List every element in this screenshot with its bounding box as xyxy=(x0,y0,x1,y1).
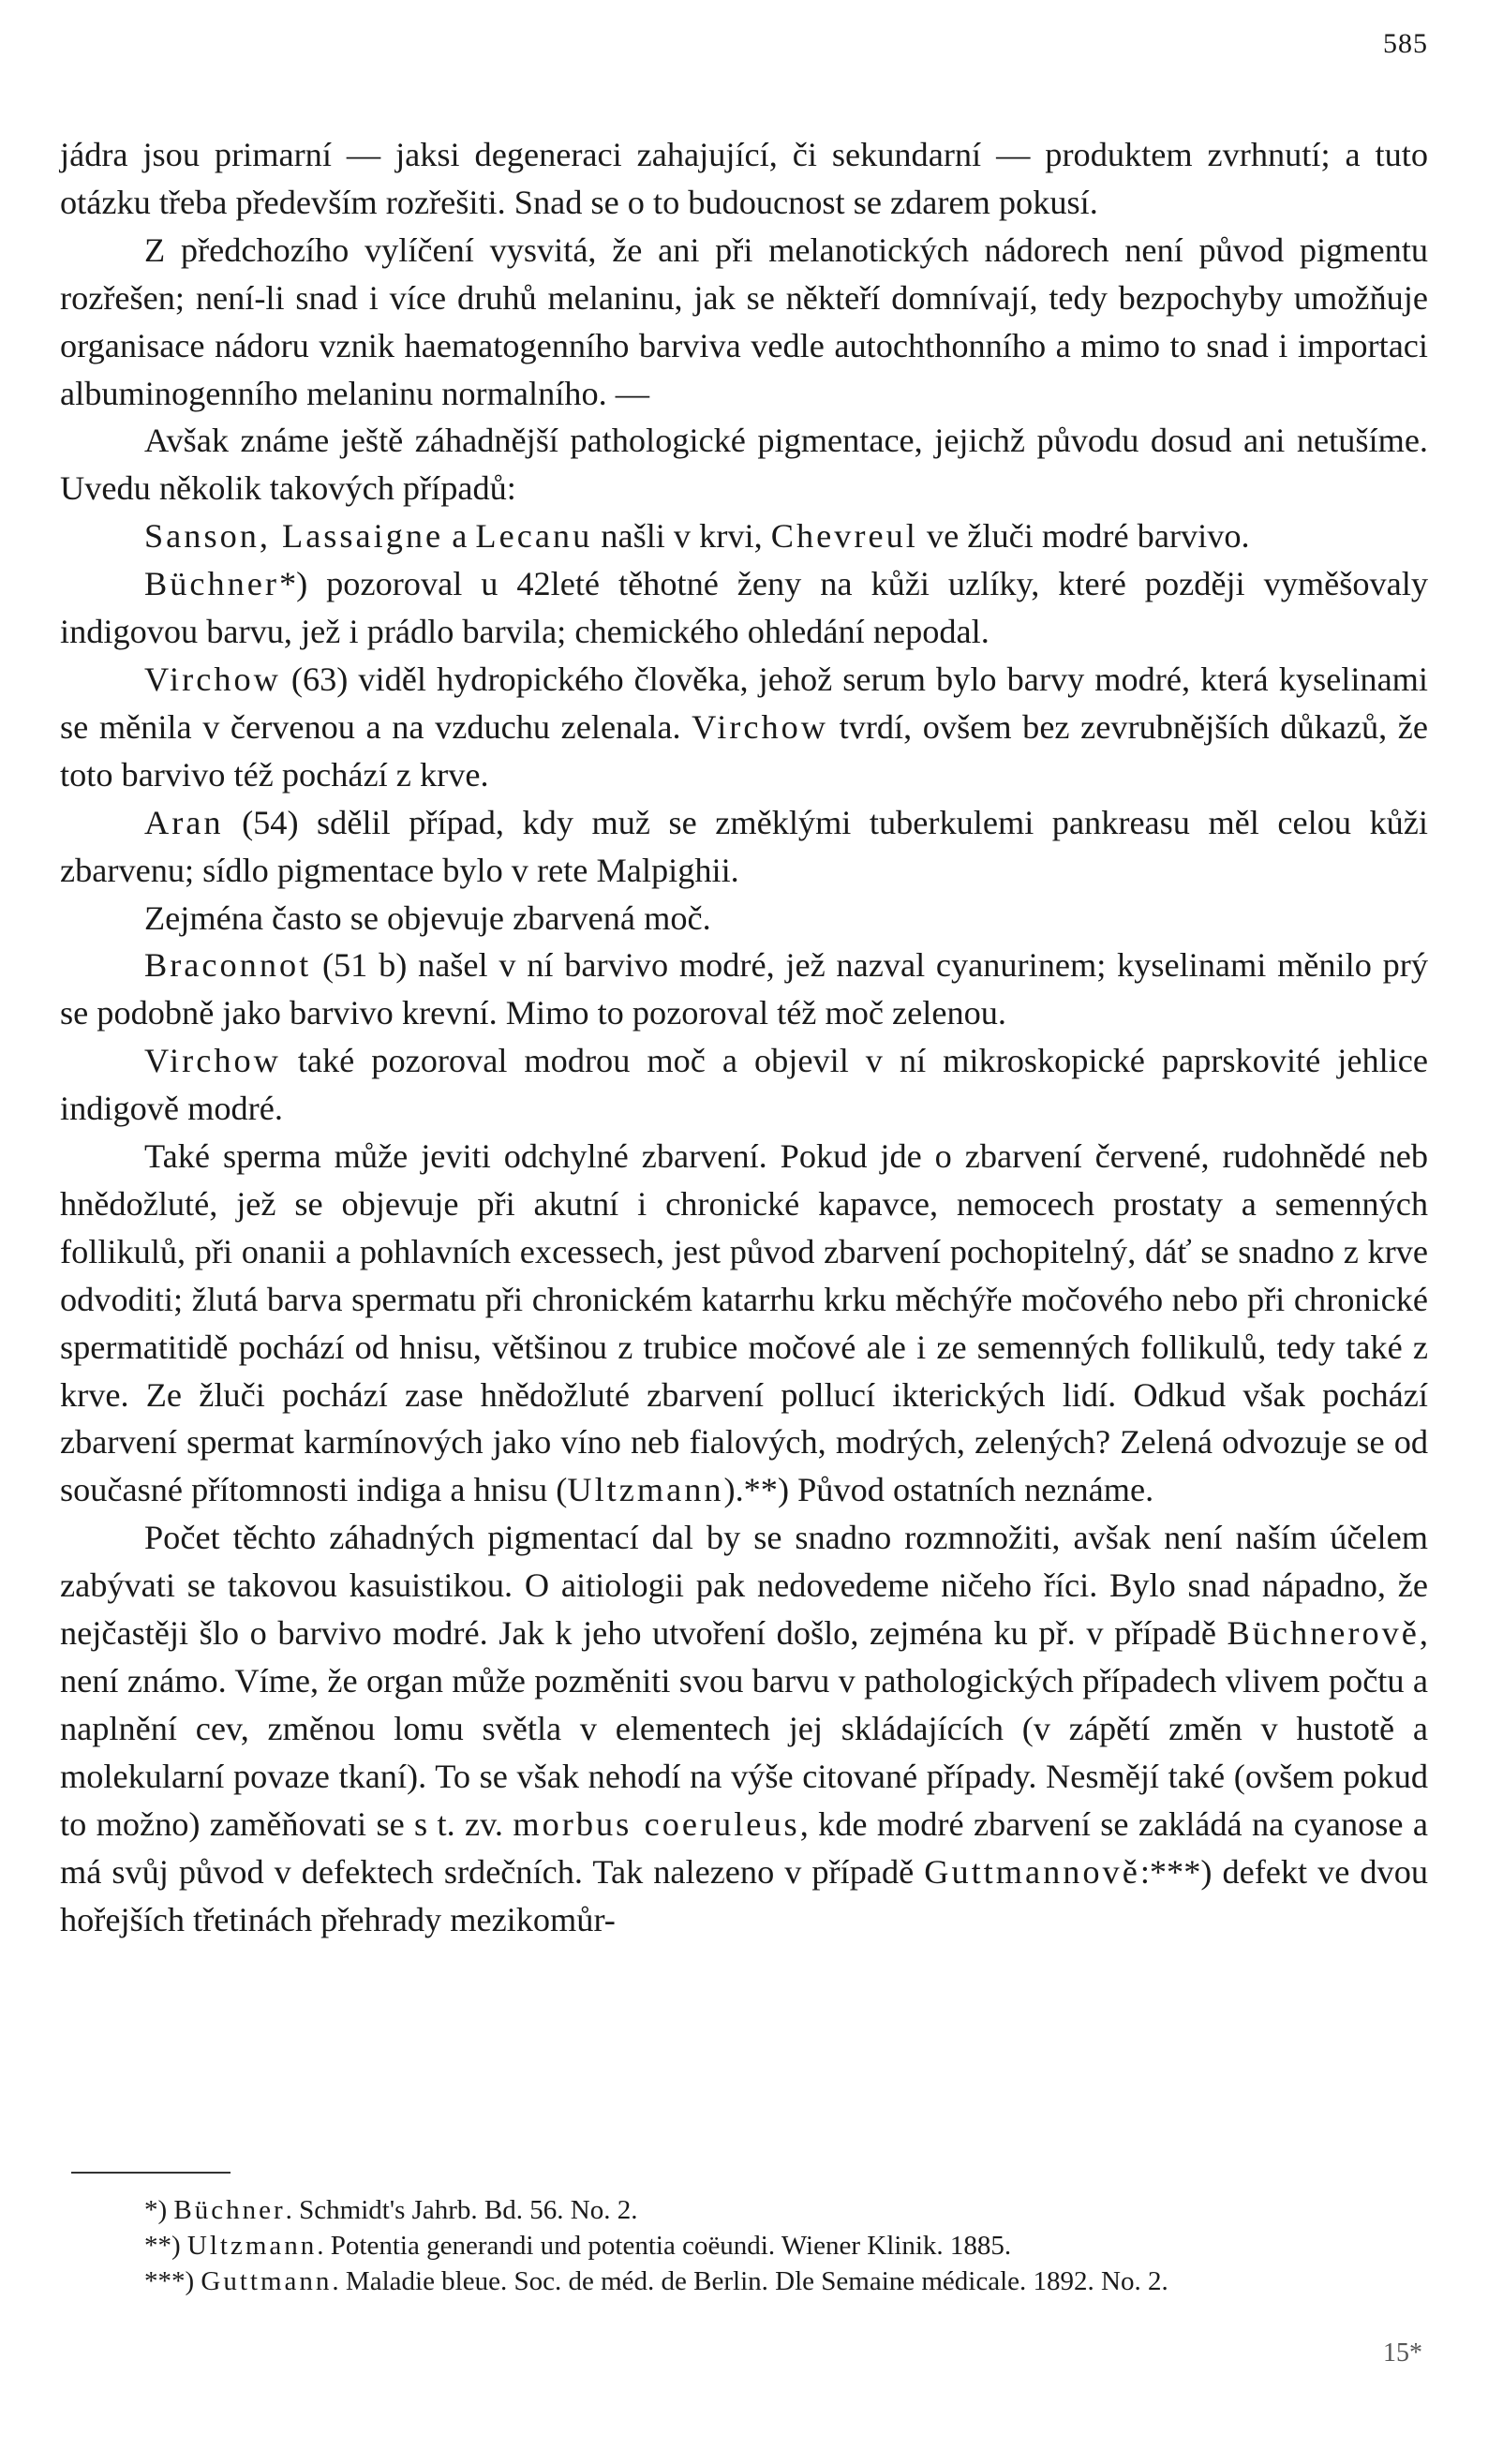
footnotes xyxy=(60,2192,1428,2299)
author-name: Virchow xyxy=(144,1042,281,1080)
paragraph-1: jádra jsou primarní — jaksi degeneraci zahajující, či sekundarní — produktem zvrhnutí; a tuto otázku třeba především rozřešiti. Snad se o to budoucnost se zdarem pokusí. xyxy=(60,136,1428,221)
footnote-divider xyxy=(71,2172,231,2174)
author-name: Braconnot xyxy=(144,946,312,985)
author-name: Aran xyxy=(144,803,224,841)
author-name: Büchner xyxy=(144,565,279,603)
author-name: Guttmannově xyxy=(924,1852,1140,1891)
author-name: Büchner xyxy=(173,2195,286,2225)
paragraph-3: Avšak známe ještě záhadnější pathologické pigmentace, jejichž původu dosud ani netušíme. Uvedu několik takových případů: xyxy=(60,422,1428,508)
paragraph-2: Z předchozího vylíčení vysvitá, že ani při melanotických nádorech není původ pigmentu rozřešen; není-li snad i více druhů melaninu, jak se někteří domnívají, tedy bezpochyby umožňuje organisace nádoru vznik haematogenního barviva vedle autochthonního a mimo to snad i importaci albuminogenního melaninu normalního. — xyxy=(60,230,1428,412)
paragraph-7: Aran (54) sdělil případ, kdy muž se změklými tuberkulemi pankreasu měl celou kůži zbarvenu; sídlo pigmentace bylo v rete Malpighii. xyxy=(60,803,1428,889)
author-name: Sanson, Lassaigne xyxy=(144,517,444,556)
author-name: Lecanu xyxy=(475,517,593,556)
paragraph-4: Sanson, Lassaigne a Lecanu našli v krvi, Chevreul ve žluči modré barvivo. xyxy=(144,517,1250,556)
footnote-1: *) Büchner. Schmidt's Jahrb. Bd. 56. No. 2. xyxy=(144,2195,638,2225)
paragraph-12: Počet těchto záhadných pigmentací dal by se snadno rozmnožiti, avšak není naším účelem zabývati se takovou kasuistikou. O aitiologii pak nedovedeme ničeho říci. Bylo snad nápadno, že nejčastěji šlo o barvivo modré. Jak k jeho utvoření došlo, zejména ku př. v případě Büchnerově, není známo. Víme, že organ může pozměniti svou barvu v pathologických případech vlivem počtu a naplnění cev, změnou lomu světla v elementech jej skládajících (v zápětí změn v hustotě a molekularní povaze tkaní). To se však nehodí na výše citované případy. Nesmějí také (ovšem pokud to možno) zaměňovati se s t. zv. morbus coeruleus, kde modré zbarvení se zakládá na cyanose a má svůj původ v defektech srdečních. Tak nalezeno v případě Guttmannově:***) defekt ve dvou hořejších třetinách přehrady mezikomůr- xyxy=(60,1519,1428,1938)
printer-signature: 15* xyxy=(1383,2338,1422,2368)
paragraph-11: Také sperma může jeviti odchylné zbarvení. Pokud jde o zbarvení červené, rudohnědé neb hnědožluté, jež se objevuje při akutní i chronické kapavce, nemocech prostaty a semenných follikulů, při onanii a pohlavních excessech, jest původ zbarvení pochopitelný, dáť se snadno z krve odvoditi; žlutá barva spermatu při chronickém katarrhu krku měchýře močového nebo při chronické spermatitidě pochází od hnisu, většinou z trubice močové ale i ze semenných follikulů, tedy také z krve. Ze žluči pochází zase hnědožluté zbarvení pollucí ikterických lidí. Odkud však pochází zbarvení spermat karmínových jako víno neb fialových, modrých, zelených? Zelená odvozuje se od současné přítomnosti indiga a hnisu (Ultzmann).**) Původ ostatních neznáme. xyxy=(60,1137,1428,1509)
disease-term: morbus coeruleus xyxy=(513,1804,800,1843)
author-name: Ultzmann xyxy=(567,1471,724,1509)
main-text xyxy=(60,131,1428,1943)
paragraph-9: Braconnot (51 b) našel v ní barvivo modré, jež nazval cyanurinem; kyselinami měnilo prý se podobně jako barvivo krevní. Mimo to pozoroval též moč zelenou. xyxy=(60,946,1428,1032)
author-name: Virchow xyxy=(692,707,828,746)
author-name: Ultzmann xyxy=(186,2231,318,2261)
footnote-2: **) Ultzmann. Potentia generandi und potentia coëundi. Wiener Klinik. 1885. xyxy=(144,2231,1012,2261)
author-name: Guttmann xyxy=(201,2266,333,2296)
author-name: Virchow xyxy=(144,660,281,698)
paragraph-5: Büchner*) pozoroval u 42leté těhotné ženy na kůži uzlíky, které později vyměšovaly indigovou barvu, jež i prádlo barvila; chemického ohledání nepodal. xyxy=(60,565,1428,651)
paragraph-6: Virchow (63) viděl hydropického člověka, jehož serum bylo barvy modré, která kyselinami se měnila v červenou a na vzduchu zelenala. Virchow tvrdí, ovšem bez zevrubnějších důkazů, že toto barvivo též pochází z krve. xyxy=(60,660,1428,794)
paragraph-8: Zejména často se objevuje zbarvená moč. xyxy=(144,898,711,937)
footnote-3: ***) Guttmann. Maladie bleue. Soc. de méd. de Berlin. Dle Semaine médicale. 1892. No. 2. xyxy=(144,2266,1168,2296)
author-name: Chevreul xyxy=(770,517,918,556)
author-name: Büchnerově xyxy=(1227,1614,1420,1653)
page-number: 585 xyxy=(1383,28,1428,59)
paragraph-10: Virchow také pozoroval modrou moč a objevil v ní mikroskopické paprskovité jehlice indigově modré. xyxy=(60,1042,1428,1128)
